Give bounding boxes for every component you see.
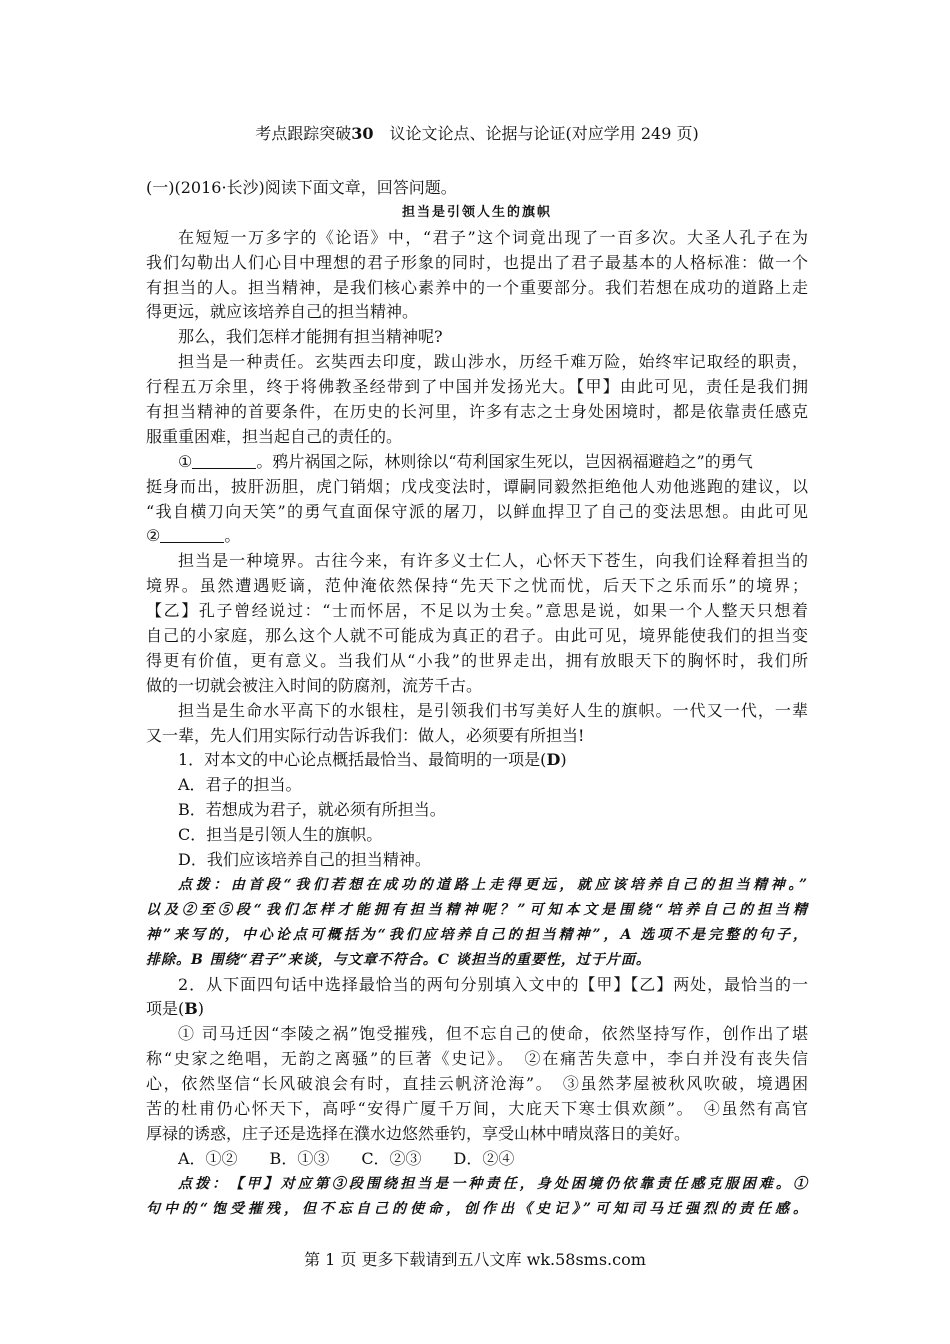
q1-option-b: B．若想成为君子，就必须有所担当。 — [178, 800, 446, 820]
q2-sentence-line: 厚禄的诱惑，庄子还是选择在濮水边悠然垂钓，享受山林中晴岚落日的美好。 — [146, 1123, 691, 1143]
article-title: 担当是引领人生的旗帜 — [401, 204, 552, 220]
q1-option-c: C．担当是引领人生的旗帜。 — [178, 825, 383, 845]
q2-note-line: 点拨：【甲】对应第③段围绕担当是一种责任，身处困境仍依靠责任感克服困难。① — [178, 1175, 808, 1192]
paragraph-line: 在短短一万多字的《论语》中，“君子”这个词竟出现了一百多次。大圣人孔子在为 — [178, 227, 808, 247]
question-2-stem: 2．从下面四句话中选择最恰当的两句分别填入文中的【甲】【乙】两处，最恰当的一 — [178, 974, 808, 994]
paragraph-line: 挺身而出，披肝沥胆，虎门销烟；戊戌变法时，谭嗣同毅然拒绝他人劝他逃跑的建议，以 — [146, 476, 808, 496]
q1-note-line: 点拨：由首段“我们若想在成功的道路上走得更远，就应该培养自己的担当精神。” — [178, 876, 808, 893]
paragraph-line: 有担当的人。担当精神，是我们核心素养中的一个重要部分。我们若想在成功的道路上走 — [146, 277, 808, 297]
q1-stem-text: 1．对本文的中心论点概括最恰当、最简明的一项是( — [178, 750, 547, 770]
paragraph-line: 有担当精神的首要条件，在历史的长河里，许多有志之士身处困境时，都是依靠责任感克 — [146, 402, 808, 422]
q1-stem-close: ) — [560, 750, 567, 770]
circle-one: ① — [178, 451, 193, 471]
circle-two: ② — [146, 526, 161, 546]
q2-answer: B — [184, 999, 198, 1019]
q2-note-line: 句中的“饱受摧残，但不忘自己的使命，创作出《史记》”可知司马迁强烈的责任感。 — [146, 1200, 808, 1217]
paragraph-line: 担当是一种责任。玄奘西去印度，跋山涉水，历经千难万险，始终牢记取经的职责， — [178, 352, 808, 372]
title-number: 30 — [351, 124, 374, 143]
text-lines — [146, 176, 808, 1221]
paragraph-line: 行程五万余里，终于将佛教圣经带到了中国并发扬光大。【甲】由此可见，责任是我们拥 — [146, 377, 808, 397]
q1-option-a: A．君子的担当。 — [178, 775, 302, 795]
fill-blank-2[interactable] — [160, 528, 224, 543]
line-text: 。 — [224, 526, 241, 546]
paragraph-line: “我自横刀向天笑”的勇气直面保守派的屠刀，以鲜血捍卫了自己的变法思想。由此可见 — [146, 501, 808, 521]
paragraph-line: 担当是一种境界。古往今来，有许多义士仁人，心怀天下苍生，向我们诠释着担当的 — [178, 551, 808, 571]
q2-stem-close: ) — [197, 999, 205, 1019]
paragraph-line: 做的一切就会被注入时间的防腐剂，流芳千古。 — [146, 675, 483, 695]
question-1-stem — [146, 748, 808, 773]
title-prefix: 考点跟踪突破 — [255, 124, 352, 143]
q1-answer: D — [546, 750, 561, 770]
paragraph-line: 得更远，就应该培养自己的担当精神。 — [146, 302, 419, 322]
paragraph-line-blank-1 — [146, 450, 808, 475]
paragraph-line: 担当是生命水平高下的水银柱，是引领我们书写美好人生的旗帜。一代又一代，一辈 — [178, 700, 808, 720]
paragraph-line-blank-2 — [146, 524, 808, 549]
q2-sentence-line: ① 司马迁因“李陵之祸”饱受摧残，但不忘自己的使命，依然坚持写作，创作出了堪 — [178, 1024, 808, 1044]
paragraph-line: 服重重困难，担当起自己的责任的。 — [146, 426, 403, 446]
paragraph-line: 又一辈，先人们用实际行动告诉我们：做人，必须要有所担当! — [146, 725, 585, 745]
q1-option-d: D．我们应该培养自己的担当精神。 — [178, 850, 431, 870]
page-footer: 第 1 页 更多下载请到五八文库 wk.58sms.com — [304, 1250, 646, 1269]
q2-sentence-line: 苦的杜甫仍心怀天下，高呼“安得广厦千万间，大庇天下寒士俱欢颜”。 ④虽然有高官 — [146, 1098, 808, 1118]
question-2-stem-end — [146, 997, 808, 1022]
line-text: 。鸦片祸国之际，林则徐以“苟利国家生死以，岂因祸福避趋之”的勇气 — [256, 451, 753, 471]
q2-sentence-line: 称“史家之绝唱，无韵之离骚”的巨著《史记》。 ②在痛苦失意中，李白并没有丧失信 — [146, 1049, 808, 1069]
q1-note-line: 排除。B 围绕“君子”来谈，与文章不符合。C 谈担当的重要性，过于片面。 — [146, 951, 651, 968]
paragraph-line: 自己的小家庭，那么这个人就不可能成为真正的君子。由此可见，境界能使我们的担当变 — [146, 626, 808, 646]
q2-stem-text: 项是( — [146, 999, 185, 1019]
paragraph-line: 我们勾勒出人们心目中理想的君子形象的同时，也提出了君子最基本的人格标准：做一个 — [146, 252, 808, 272]
q2-options: A．①② B．①③ C．②③ D．②④ — [178, 1148, 515, 1168]
intro-line: (一)(2016·长沙)阅读下面文章，回答问题。 — [146, 178, 457, 197]
page-title — [146, 122, 808, 146]
fill-blank-1[interactable] — [192, 454, 256, 469]
paragraph-line: 那么，我们怎样才能拥有担当精神呢? — [178, 327, 443, 347]
paragraph-line: 【乙】孔子曾经说过：“士而怀居，不足以为士矣。”意思是说，如果一个人整天只想着 — [146, 601, 808, 621]
paragraph-line: 得更有价值，更有意义。当我们从“小我”的世界走出，拥有放眼天下的胸怀时，我们所 — [146, 650, 808, 670]
q1-note-line: 以及②至⑤段“我们怎样才能拥有担当精神呢？”可知本文是围绕“培养自己的担当精 — [146, 901, 808, 918]
paragraph-line: 境界。虽然遭遇贬谪，范仲淹依然保持“先天下之忧而忧，后天下之乐而乐”的境界； — [146, 576, 808, 596]
q1-note-line: 神”来写的，中心论点可概括为“我们应培养自己的担当精神”，A 选项不是完整的句子， — [146, 926, 808, 943]
q2-sentence-line: 心，依然坚信“长风破浪会有时，直挂云帆济沧海”。 ③虽然茅屋被秋风吹破，境遇困 — [146, 1074, 808, 1094]
title-rest: 议论文论点、论据与论证(对应学用 249 页) — [389, 124, 699, 143]
